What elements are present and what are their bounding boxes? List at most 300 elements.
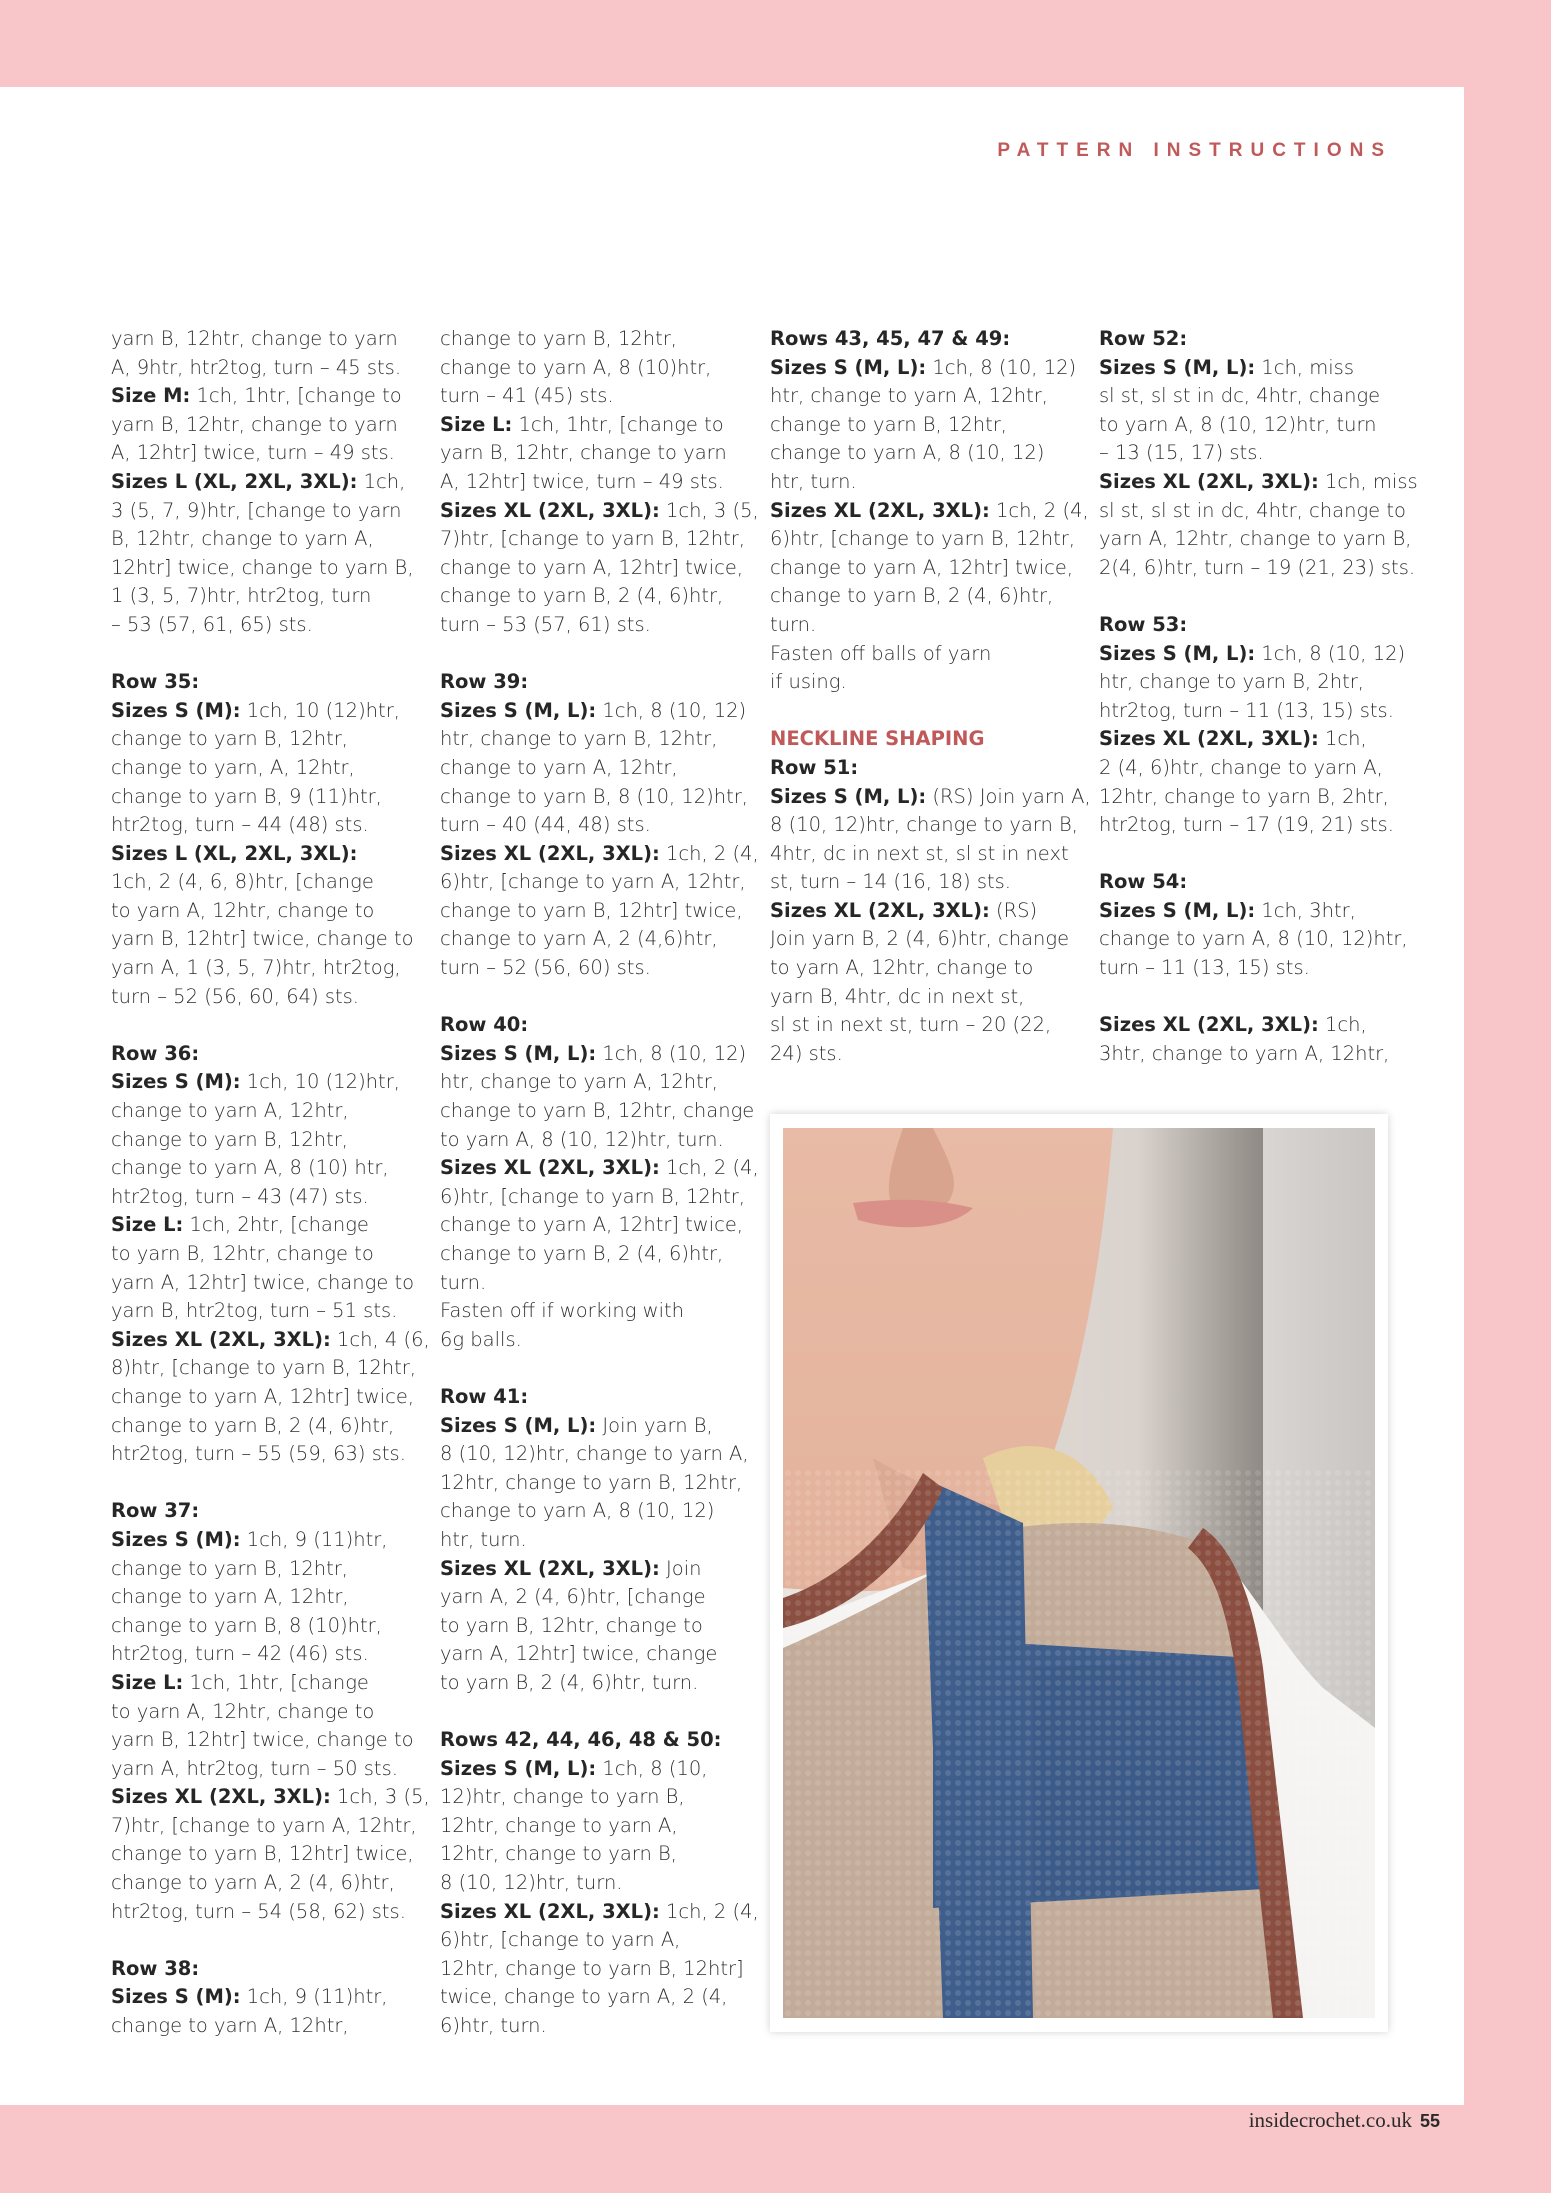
- instruction-text: yarn A, 12htr, change to yarn B,: [1099, 527, 1412, 551]
- text-line: [1099, 697, 1399, 726]
- text-column-2: [440, 325, 759, 2069]
- text-line: [440, 1326, 740, 1355]
- text-line: [111, 1898, 411, 1927]
- instruction-text: htr, turn.: [440, 1527, 527, 1551]
- text-line: [111, 1183, 411, 1212]
- text-line: [440, 1526, 740, 1555]
- instruction-text: 1ch, 10 (12)htr,: [240, 1070, 400, 1094]
- instruction-text: to yarn A, 12htr, change to: [111, 1699, 375, 1723]
- text-line: [770, 354, 1077, 383]
- crochet-vest-photo: [783, 1128, 1375, 2018]
- text-line: [111, 1983, 411, 2012]
- instruction-text: 4htr, dc in next st, sl st in next: [770, 841, 1069, 865]
- instruction-text: htr2tog, turn – 17 (19, 21) sts.: [1099, 813, 1394, 837]
- size-label: Sizes XL (2XL, 3XL):: [111, 1785, 331, 1809]
- instruction-block: [770, 725, 1091, 1068]
- row-heading: Row 37:: [111, 1499, 200, 1523]
- text-line: [1099, 668, 1399, 697]
- size-label: Sizes XL (2XL, 3XL):: [111, 1327, 331, 1351]
- text-line: [440, 697, 747, 726]
- text-line: [770, 468, 1070, 497]
- instruction-text: sl st in next st, turn – 20 (22,: [770, 1013, 1052, 1037]
- instruction-text: change to yarn B, 8 (10, 12)htr,: [440, 784, 749, 808]
- page-footer: [1249, 2108, 1440, 2133]
- text-line: [770, 1040, 1070, 1069]
- text-line: [440, 1154, 759, 1183]
- instruction-text: Join: [659, 1556, 702, 1580]
- instruction-text: to yarn B, 2 (4, 6)htr, turn.: [440, 1670, 699, 1694]
- instruction-text: 12htr, change to yarn B, 2htr,: [1099, 784, 1389, 808]
- text-column-3: [770, 325, 1091, 1097]
- text-line: [440, 611, 740, 640]
- text-line: [111, 497, 411, 526]
- text-line: [440, 1068, 740, 1097]
- instruction-text: yarn B, 12htr, change to yarn: [440, 441, 727, 465]
- size-label: Sizes S (M, L):: [440, 1413, 597, 1437]
- instruction-text: change to yarn A, 12htr,: [111, 1099, 349, 1123]
- instruction-text: htr2tog, turn – 54 (58, 62) sts.: [111, 1899, 406, 1923]
- text-line: [111, 1440, 411, 1469]
- text-line: [1099, 754, 1399, 783]
- text-line: [111, 1068, 411, 1097]
- size-label: Sizes XL (2XL, 3XL):: [1099, 469, 1319, 493]
- text-line: [111, 1612, 411, 1641]
- size-label: Sizes XL (2XL, 3XL):: [440, 498, 660, 522]
- instruction-text: 8 (10, 12)htr, change to yarn B,: [770, 813, 1079, 837]
- instruction-text: 1ch,: [1318, 727, 1367, 751]
- text-line: [440, 1440, 749, 1469]
- text-line: [111, 325, 411, 354]
- instruction-block: [111, 668, 414, 1011]
- text-line: [440, 1612, 740, 1641]
- instruction-text: turn – 52 (56, 60, 64) sts.: [111, 984, 360, 1008]
- text-line: [111, 1812, 417, 1841]
- text-line: [440, 668, 740, 697]
- instruction-text: change to yarn B, 2 (4, 6)htr,: [770, 584, 1054, 608]
- instruction-block: [111, 1955, 411, 2041]
- instruction-text: – 13 (15, 17) sts.: [1099, 441, 1264, 465]
- instruction-text: change to yarn B, 2 (4, 6)htr,: [440, 1242, 724, 1265]
- photo-frame: [770, 1114, 1388, 2032]
- instruction-text: – 53 (57, 61, 65) sts.: [111, 612, 313, 636]
- text-line: [111, 1297, 411, 1326]
- instruction-text: 1ch, miss: [1255, 355, 1355, 379]
- instruction-text: 6g balls.: [440, 1327, 522, 1351]
- row-heading: Rows 42, 44, 46, 48 & 50:: [440, 1728, 722, 1752]
- instruction-text: change to yarn B, 12htr,: [111, 727, 348, 751]
- text-line: [440, 582, 740, 611]
- text-line: [111, 1955, 411, 1984]
- text-line: [440, 525, 746, 554]
- instruction-text: htr, change to yarn B, 12htr,: [440, 727, 718, 751]
- text-line: [440, 1383, 740, 1412]
- instruction-block: [770, 325, 1089, 697]
- text-line: [440, 354, 740, 383]
- instruction-text: 1ch, 2htr, [change: [183, 1213, 369, 1237]
- text-line: [111, 411, 411, 440]
- text-line: [111, 1698, 411, 1727]
- row-heading: Rows 43, 45, 47 & 49:: [770, 327, 1011, 350]
- text-line: [111, 525, 411, 554]
- instruction-text: Fasten off balls of yarn: [770, 641, 992, 665]
- text-line: [111, 382, 411, 411]
- instruction-text: change to yarn A, 8 (10, 12)htr,: [1099, 927, 1408, 951]
- text-line: [111, 1783, 430, 1812]
- text-line: [1099, 439, 1399, 468]
- size-label: Sizes S (M):: [111, 1985, 241, 2009]
- text-line: [111, 1269, 415, 1298]
- text-line: [440, 840, 759, 869]
- instruction-text: 1ch, 1htr, [change to: [512, 412, 724, 436]
- instruction-text: change to yarn A, 2 (4, 6)htr,: [111, 1871, 395, 1895]
- text-line: [111, 1240, 411, 1269]
- instruction-text: change to yarn B, 8 (10)htr,: [111, 1613, 382, 1637]
- text-line: [1099, 382, 1399, 411]
- instruction-text: 1ch, 8 (10, 12): [596, 698, 747, 722]
- instruction-block: [111, 1497, 430, 1926]
- text-line: [440, 925, 740, 954]
- text-line: [1099, 611, 1399, 640]
- text-line: [770, 411, 1070, 440]
- text-line: [770, 1011, 1070, 1040]
- text-line: [770, 783, 1091, 812]
- text-line: [440, 1840, 740, 1869]
- text-line: [440, 1011, 740, 1040]
- instruction-text: turn.: [440, 1270, 487, 1294]
- instruction-text: change to yarn B, 12htr,: [111, 1127, 348, 1151]
- instruction-text: 1ch, 8 (10, 12): [926, 355, 1077, 379]
- instruction-text: htr2tog, turn – 55 (59, 63) sts.: [111, 1442, 406, 1466]
- text-line: [440, 1755, 740, 1784]
- instruction-text: B, 12htr, change to yarn A,: [111, 527, 374, 551]
- instruction-text: 1ch, 9 (11)htr,: [240, 1985, 388, 2009]
- row-heading: Row 40:: [440, 1013, 529, 1037]
- text-line: [111, 468, 411, 497]
- text-line: [111, 983, 411, 1012]
- instruction-text: A, 12htr] twice, turn – 49 sts.: [111, 441, 395, 465]
- text-line: [111, 1840, 414, 1869]
- text-line: [770, 554, 1074, 583]
- instruction-block: [440, 1011, 759, 1354]
- text-line: [111, 1354, 417, 1383]
- text-line: [440, 1869, 740, 1898]
- instruction-text: change to yarn B, 2 (4, 6)htr,: [111, 1413, 395, 1437]
- size-label: Size M:: [111, 384, 191, 408]
- instruction-text: 1ch, 1htr, [change to: [190, 384, 402, 408]
- text-line: [770, 325, 1070, 354]
- text-line: [111, 1526, 411, 1555]
- text-line: [111, 1497, 411, 1526]
- instruction-text: Join yarn B,: [596, 1413, 713, 1437]
- text-line: [770, 754, 1070, 783]
- instruction-text: to yarn B, 12htr, change to: [440, 1613, 703, 1637]
- instruction-text: 6)htr, [change to yarn A,: [440, 1928, 681, 1952]
- size-label: Sizes XL (2XL, 3XL):: [440, 1899, 660, 1923]
- instruction-text: htr2tog, turn – 43 (47) sts.: [111, 1184, 369, 1208]
- instruction-text: 8 (10, 12)htr, turn.: [440, 1871, 623, 1895]
- instruction-block: [440, 1383, 749, 1698]
- text-line: [1099, 468, 1418, 497]
- text-line: [111, 840, 411, 869]
- instruction-text: yarn B, htr2tog, turn – 51 sts.: [111, 1299, 398, 1323]
- instruction-text: change to yarn A, 12htr] twice,: [770, 555, 1074, 579]
- size-label: Sizes S (M, L):: [770, 355, 927, 379]
- size-label: Sizes L (XL, 2XL, 3XL):: [111, 841, 358, 865]
- instruction-text: change to yarn A, 2 (4,6)htr,: [440, 927, 718, 951]
- size-label: Size L:: [440, 412, 513, 436]
- text-line: [440, 468, 740, 497]
- instruction-text: to yarn B, 12htr, change to: [111, 1242, 374, 1265]
- text-line: [1099, 1011, 1399, 1040]
- instruction-text: 1ch, 2 (4, 6, 8)htr, [change: [111, 870, 374, 894]
- text-line: [111, 439, 411, 468]
- text-line: [770, 668, 1070, 697]
- size-label: Sizes S (M):: [111, 1527, 241, 1551]
- site-url: insidecrochet.co.uk: [1248, 2108, 1412, 2132]
- text-line: [111, 2012, 411, 2041]
- instruction-text: 1ch, 2 (4,: [989, 498, 1089, 522]
- instruction-text: 1ch,: [357, 469, 406, 493]
- text-line: [440, 783, 749, 812]
- size-label: Sizes XL (2XL, 3XL):: [770, 898, 990, 922]
- instruction-text: change to yarn B, 12htr,: [770, 412, 1007, 436]
- text-line: [1099, 868, 1399, 897]
- instruction-text: 3htr, change to yarn A, 12htr,: [1099, 1041, 1390, 1065]
- instruction-text: yarn B, 4htr, dc in next st,: [770, 984, 1025, 1008]
- text-column-1: [111, 325, 430, 2069]
- instruction-text: 1ch, 2 (4,: [659, 841, 759, 865]
- instruction-text: 12htr, change to yarn A,: [440, 1813, 678, 1837]
- instruction-text: 1ch, 8 (10, 12): [596, 1041, 747, 1065]
- text-line: [440, 725, 740, 754]
- instruction-text: yarn A, 12htr] twice, change to: [111, 1270, 415, 1294]
- text-line: [1099, 783, 1399, 812]
- text-line: [770, 983, 1070, 1012]
- text-line: [1099, 1040, 1399, 1069]
- instruction-text: change to yarn A, 12htr] twice,: [111, 1384, 415, 1408]
- text-line: [440, 1669, 740, 1698]
- text-line: [770, 954, 1070, 983]
- instruction-text: yarn B, 12htr, change to yarn: [111, 412, 398, 436]
- instruction-text: 7)htr, [change to yarn B, 12htr,: [440, 527, 746, 551]
- row-heading: Row 53:: [1099, 612, 1188, 636]
- size-label: Sizes XL (2XL, 3XL):: [440, 1556, 660, 1580]
- instruction-text: htr2tog, turn – 42 (46) sts.: [111, 1642, 369, 1666]
- text-line: [111, 897, 411, 926]
- text-line: [1099, 354, 1399, 383]
- text-line: [111, 354, 411, 383]
- instruction-text: 12htr] twice, change to yarn B,: [111, 555, 414, 579]
- size-label: Size L:: [111, 1670, 184, 1694]
- text-line: [111, 925, 414, 954]
- instruction-text: 6)htr, [change to yarn A, 12htr,: [440, 870, 746, 894]
- instruction-text: (RS) Join yarn A,: [926, 784, 1091, 808]
- instruction-block: [1099, 868, 1408, 982]
- instruction-text: 1 (3, 5, 7)htr, htr2tog, turn: [111, 584, 372, 608]
- text-line: [111, 725, 411, 754]
- text-line: [440, 325, 740, 354]
- instruction-text: 8 (10, 12)htr, change to yarn A,: [440, 1442, 749, 1466]
- text-line: [440, 382, 740, 411]
- text-line: [770, 640, 1070, 669]
- text-line: [111, 611, 411, 640]
- instruction-text: htr2tog, turn – 44 (48) sts.: [111, 813, 369, 837]
- page-number: 55: [1419, 2111, 1440, 2131]
- instruction-text: 12)htr, change to yarn B,: [440, 1785, 685, 1809]
- size-label: Sizes XL (2XL, 3XL):: [770, 498, 990, 522]
- text-line: [1099, 811, 1399, 840]
- section-label: PATTERN INSTRUCTIONS: [997, 140, 1392, 161]
- text-line: [770, 897, 1070, 926]
- text-line: [111, 783, 411, 812]
- instruction-block: [111, 325, 414, 640]
- text-line: [770, 611, 1070, 640]
- text-line: [111, 1726, 414, 1755]
- instruction-text: change to yarn B, 12htr] twice,: [440, 898, 743, 922]
- instruction-text: change to yarn A, 12htr,: [440, 755, 678, 779]
- instruction-text: 1ch, 3 (5,: [330, 1785, 430, 1809]
- instruction-text: 8)htr, [change to yarn B, 12htr,: [111, 1356, 417, 1380]
- text-line: [770, 525, 1076, 554]
- instruction-text: change to yarn B, 12htr,: [440, 327, 677, 350]
- text-line: [440, 1211, 744, 1240]
- instruction-text: Fasten off if working with: [440, 1299, 685, 1323]
- instruction-text: 12htr, change to yarn B, 12htr]: [440, 1956, 744, 1980]
- row-heading: Row 36:: [111, 1041, 200, 1065]
- text-line: [111, 1097, 411, 1126]
- row-heading: Row 41:: [440, 1384, 529, 1408]
- instruction-text: change to yarn B, 2 (4, 6)htr,: [440, 584, 724, 608]
- text-line: [111, 1126, 411, 1155]
- size-label: Sizes S (M, L):: [1099, 355, 1256, 379]
- text-line: [111, 954, 411, 983]
- instruction-block: [440, 668, 759, 983]
- text-line: [111, 1412, 411, 1441]
- text-line: [770, 439, 1070, 468]
- text-line: [770, 811, 1079, 840]
- text-line: [111, 582, 411, 611]
- instruction-block: [440, 1726, 759, 2041]
- text-line: [111, 554, 414, 583]
- size-label: Sizes XL (2XL, 3XL):: [1099, 727, 1319, 751]
- instruction-text: (RS): [989, 898, 1038, 922]
- instruction-text: 1ch,: [1318, 1013, 1367, 1037]
- instruction-block: [440, 325, 759, 640]
- instruction-text: to yarn A, 12htr, change to: [111, 898, 375, 922]
- section-heading: NECKLINE SHAPING: [770, 727, 985, 751]
- text-line: [111, 1326, 430, 1355]
- instruction-text: 6)htr, turn.: [440, 2014, 547, 2038]
- instruction-text: A, 9htr, htr2tog, turn – 45 sts.: [111, 355, 402, 379]
- instruction-text: twice, change to yarn A, 2 (4,: [440, 1985, 728, 2009]
- instruction-text: yarn A, 1 (3, 5, 7)htr, htr2tog,: [111, 956, 401, 980]
- instruction-text: A, 12htr] twice, turn – 49 sts.: [440, 469, 724, 493]
- text-line: [1099, 525, 1412, 554]
- instruction-text: if using.: [770, 670, 847, 694]
- row-heading: Row 54:: [1099, 870, 1188, 894]
- text-line: [440, 1640, 740, 1669]
- instruction-text: yarn A, 12htr] twice, change: [440, 1642, 718, 1666]
- instruction-text: change to yarn, A, 12htr,: [111, 755, 355, 779]
- instruction-text: 1ch, 2 (4,: [659, 1899, 759, 1923]
- text-line: [770, 497, 1089, 526]
- text-line: [770, 868, 1070, 897]
- instruction-text: change to yarn A, 12htr,: [111, 1585, 349, 1609]
- instruction-text: 7)htr, [change to yarn A, 12htr,: [111, 1813, 417, 1837]
- instruction-text: turn.: [770, 612, 817, 636]
- text-line: [111, 1669, 411, 1698]
- text-line: [440, 1555, 740, 1584]
- instruction-text: change to yarn B, 12htr] twice,: [111, 1842, 414, 1866]
- text-line: [111, 1755, 411, 1784]
- text-line: [111, 1869, 411, 1898]
- instruction-text: change to yarn A, 8 (10, 12): [770, 441, 1045, 465]
- instruction-text: 1ch, 1htr, [change: [183, 1670, 369, 1694]
- row-heading: Row 51:: [770, 755, 859, 779]
- instruction-text: 1ch, 3 (5,: [659, 498, 759, 522]
- text-line: [440, 1040, 747, 1069]
- instruction-text: change to yarn A, 12htr,: [111, 2014, 349, 2038]
- text-line: [1099, 497, 1406, 526]
- instruction-text: change to yarn B, 12htr,: [111, 1556, 348, 1580]
- text-line: [111, 754, 411, 783]
- text-line: [440, 497, 759, 526]
- row-heading: Row 38:: [111, 1956, 200, 1980]
- model-photo: [783, 1128, 1375, 2018]
- instruction-text: yarn A, 2 (4, 6)htr, [change: [440, 1585, 706, 1609]
- text-line: [111, 868, 411, 897]
- text-line: [111, 1040, 411, 1069]
- instruction-text: to yarn A, 8 (10, 12)htr, turn: [1099, 412, 1377, 436]
- instruction-text: turn – 40 (44, 48) sts.: [440, 813, 651, 837]
- text-line: [111, 1383, 415, 1412]
- instruction-text: 1ch, 3htr,: [1255, 898, 1356, 922]
- instruction-text: yarn B, 12htr, change to yarn: [111, 327, 398, 350]
- instruction-text: 24) sts.: [770, 1041, 843, 1065]
- size-label: Sizes S (M, L):: [440, 698, 597, 722]
- instruction-text: sl st, sl st in dc, 4htr, change: [1099, 384, 1381, 408]
- text-line: [440, 811, 740, 840]
- text-line: [440, 1183, 746, 1212]
- text-line: [440, 1926, 740, 1955]
- text-line: [440, 868, 746, 897]
- instruction-text: 2 (4, 6)htr, change to yarn A,: [1099, 755, 1383, 779]
- text-line: [111, 1583, 411, 1612]
- instruction-text: change to yarn A, 12htr] twice,: [440, 555, 744, 579]
- size-label: Sizes S (M):: [111, 1070, 241, 1094]
- text-line: [440, 411, 740, 440]
- instruction-text: htr, change to yarn B, 2htr,: [1099, 670, 1364, 694]
- row-heading: Row 52:: [1099, 327, 1188, 350]
- instruction-text: 1ch, miss: [1318, 469, 1418, 493]
- text-line: [440, 1726, 740, 1755]
- instruction-text: htr, turn.: [770, 469, 857, 493]
- text-line: [440, 1783, 740, 1812]
- instruction-text: to yarn A, 8 (10, 12)htr, turn.: [440, 1127, 724, 1151]
- text-line: [111, 697, 411, 726]
- size-label: Sizes L (XL, 2XL, 3XL):: [111, 469, 358, 493]
- instruction-text: 1ch, 10 (12)htr,: [240, 698, 400, 722]
- row-heading: Row 35:: [111, 670, 200, 694]
- text-line: [1099, 954, 1399, 983]
- text-line: [440, 1240, 740, 1269]
- size-label: Sizes S (M, L):: [440, 1041, 597, 1065]
- text-line: [440, 754, 740, 783]
- instruction-block: [111, 1040, 430, 1469]
- size-label: Sizes S (M, L):: [1099, 641, 1256, 665]
- instruction-block: [1099, 325, 1418, 582]
- text-line: [111, 1640, 411, 1669]
